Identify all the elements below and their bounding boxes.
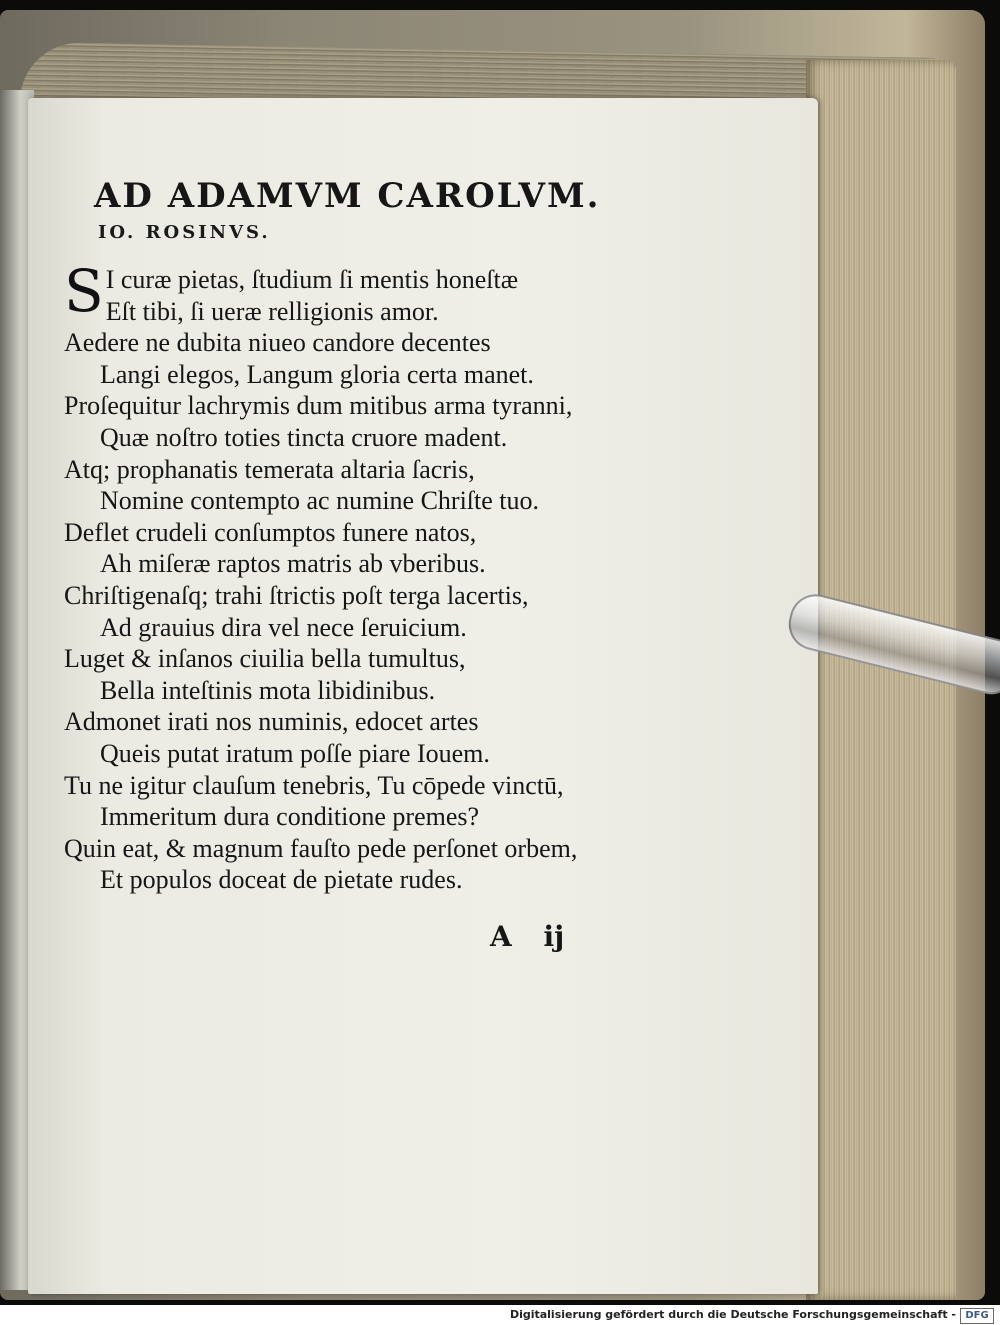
poem-line-3: Aedere ne dubita niueo candore decentes [64,328,491,358]
page-subtitle: IO. ROSINVS. [98,222,271,243]
poem-line-2: Eſt tibi, ſi ueræ relligionis amor. [105,296,439,326]
poem-line-11: Chriſtigenaſq; trahi ſtrictis poſt terga lacertis, [64,580,529,610]
drop-cap: S [64,257,104,325]
poem-line-17: Tu ne igitur clauſum tenebris, Tu cōpede vinctū, [64,770,564,800]
poem-line-13: Luget & inſanos ciuilia bella tumultus, [64,644,466,674]
footer-credit: Digitalisierung gefördert durch die Deutsche Forschungsgemeinschaft - [509,1308,956,1321]
poem-line-19: Quin eat, & magnum fauſto pede perſonet orbem, [64,833,578,863]
poem-line-18: Immeritum dura conditione premes? [100,802,480,832]
poem-body [64,244,804,896]
poem-line-14: Bella inteſtinis mota libidinibus. [100,675,436,705]
poem-line-4: Langi elegos, Langum gloria certa manet. [100,359,534,389]
poem-line-5: Proſequitur lachrymis dum mitibus arma tyranni, [64,391,573,421]
book-page [28,98,818,1294]
poem-line-8: Nomine contempto ac numine Chriſte tuo. [100,486,540,516]
poem-line-20: Et populos doceat de pietate rudes. [100,865,463,895]
poem-line-15: Admonet irati nos numinis, edocet artes [64,707,479,737]
poem-line-16: Queis putat iratum poſſe piare Iouem. [100,738,490,768]
poem-line-6: Quæ noſtro toties tincta cruore madent. [100,422,508,452]
page-title: AD ADAMVM CAROLVM. [94,176,601,216]
poem-line-7: Atq; prophanatis temerata altaria ſacris, [64,454,475,484]
poem-line-9: Deflet crudeli conſumptos funere natos, [64,517,477,547]
signature-mark: A ij [490,920,565,953]
poem-line-12: Ad grauius dira vel nece ſeruicium. [100,612,467,642]
dfg-logo-icon: DFG [960,1308,994,1324]
poem-line-text: I curæ pietas, ſtudium ſi mentis honeſtæ [105,265,519,294]
poem-line-10: Ah miſeræ raptos matris ab vberibus. [100,549,486,579]
